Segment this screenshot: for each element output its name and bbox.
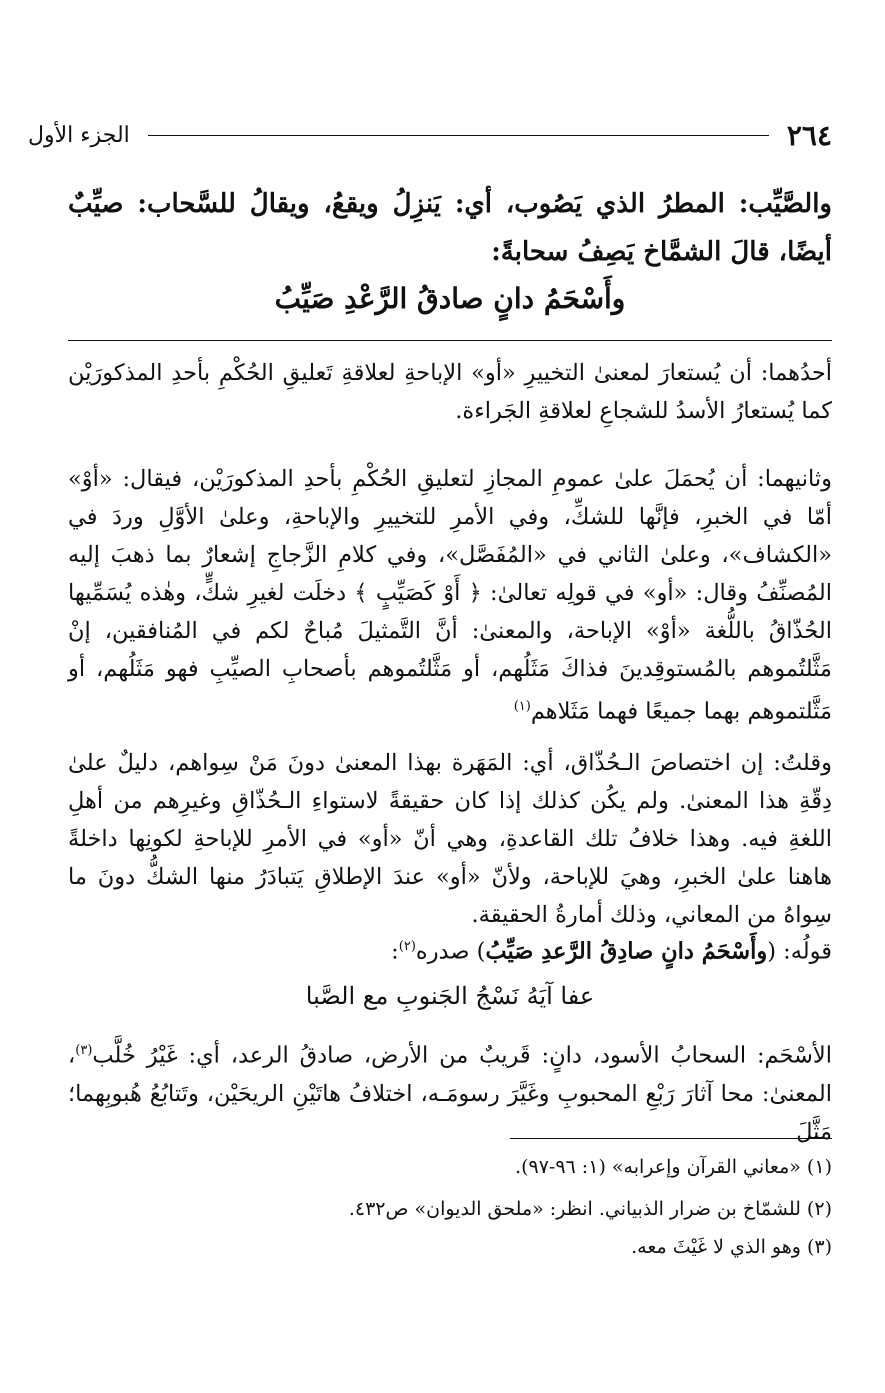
quote-prefix: قولُه: ( bbox=[767, 938, 832, 965]
footnote-ref-3: (٣) bbox=[75, 1043, 93, 1058]
paragraph-2-text: وثانيهما: أن يُحمَلَ علىٰ عمومِ المجازِ لتعليقِ الحُكْمِ بأحدِ المذكورَيْن، فيقال: «أوْ» أمّا في الخبرِ، فإنَّها للشكِّ، وفي الأمرِ للتخييرِ والإباحةِ، وعلىٰ الأوَّلِ وردَ في «الكشاف»، وعلىٰ الثاني في «المُفَصَّل»، وفي كلامِ الزَّجاجِ إشعارٌ بما ذهبَ إليه المُصنِّفُ وقال: «أو» في قولِه تعالىٰ: ﴿ أَوْ كَصَيِّبٍ ﴾ دخلَت لغيرِ شكٍّ، وهٰذه يُسَمِّيها الحُذّاقُ باللُّغة «أوْ» الإباحة، والمعنىٰ: أنَّ التَّمثيلَ مُباحٌ لكم في المُنافقين، إنْ مَثَّلتُموهم بالمُستوقِدينَ فذاكَ مَثَلُهم، أو مَثَّلتُموهم بأصحابِ الصيِّبِ فهو مَثَلُهم، أو مَثَّلتموهم بهما جميعًا فهما مَثَلاهم bbox=[68, 466, 832, 725]
quoted-verse: وأَسْحَمُ دانٍ صادِقُ الرَّعدِ صَيِّبُ bbox=[485, 938, 768, 965]
section-divider bbox=[68, 340, 832, 341]
page-number: ٢٦٤ bbox=[786, 118, 832, 152]
paragraph-5-part2: ، المعنىٰ: محا آثارَ رَبْعِ المحبوبِ وغَيَّرَ رسومَـه، اختلافُ هاتَيْنِ الريحَيْن، وتَتابُعُ هُبوبِهما؛ مَثَّلَ bbox=[68, 1042, 832, 1145]
footnote-2: (٢) للشمّاخ بن ضرار الذبياني. انظر: «ملحق الديوان» ص٤٣٢. bbox=[348, 1198, 832, 1220]
commentary-paragraph-4 bbox=[68, 928, 832, 971]
commentary-paragraph-1: أحدُهما: أن يُستعارَ لمعنىٰ التخييرِ «أو» الإباحةِ لعلاقةِ تَعليقِ الحُكْمِ بأحدِ المذكورَيْن كما يُستعارُ الأسدُ للشجاعِ لعلاقةِ الجَراءة. bbox=[68, 360, 832, 424]
footnote-divider bbox=[510, 1138, 832, 1139]
header-rule bbox=[148, 135, 769, 136]
footnote-1: (١) «معاني القرآن وإعرابه» (١: ٩٦-٩٧). bbox=[515, 1156, 832, 1178]
paragraph-5-part1: الأسْحَم: السحابُ الأسود، دانٍ: قَريبٌ من الأرض، صادقُ الرعد، أي: غَيْرُ خُلَّب bbox=[92, 1042, 832, 1069]
commentary-paragraph-3: وقلتُ: إن اختصاصَ الـحُذّاق، أي: المَهَرة بهذا المعنىٰ دونَ مَنْ سِواهم، دليلٌ علىٰ دِقّةِ هذا المعنىٰ. ولم يكُن كذلك إذا كان حقيقةً لاستواءِ الـحُذّاقِ وغيرِهم من أهلِ اللغةِ فيه. وهذا خلافُ تلك القاعدةِ، وهي أنّ «أو» في الأمرِ للإباحةِ لكونِها داخلةً هاهنا علىٰ الخبرِ، وهيَ للإباحة، ولأنّ «أو» عندَ الإطلاقِ يَتبادَرُ منها الشكُّ دونَ ما سِواهُ من المعاني، وذلك أمارةُ الحقيقة. bbox=[68, 750, 832, 928]
intro-paragraph: والصَّيِّب: المطرُ الذي يَصُوب، أي: يَنزِلُ ويقعُ، ويقالُ للسَّحاب: صيِّبٌ أيضًا، قالَ الشمَّاخ يَصِفُ سحابةً: bbox=[68, 189, 832, 267]
verse-opening: عفا آيَهُ نَسْجُ الجَنوبِ مع الصَّبا bbox=[305, 982, 595, 1010]
main-verse: وأَسْحَمُ دانٍ صادقُ الرَّعْدِ صَيِّبُ bbox=[274, 282, 626, 315]
quote-suffix: ) صدره bbox=[415, 938, 486, 965]
volume-title: الجزء الأول bbox=[28, 122, 130, 148]
footnote-3: (٣) وهو الذي لا غَيْثَ معه. bbox=[631, 1236, 832, 1258]
footnote-ref-2: (٢) bbox=[398, 939, 416, 954]
commentary-paragraph-2 bbox=[68, 460, 832, 731]
quote-colon: : bbox=[391, 938, 399, 965]
footnote-ref-1: (١) bbox=[513, 699, 531, 714]
page-header bbox=[28, 115, 832, 155]
commentary-paragraph-5 bbox=[68, 1032, 832, 1151]
